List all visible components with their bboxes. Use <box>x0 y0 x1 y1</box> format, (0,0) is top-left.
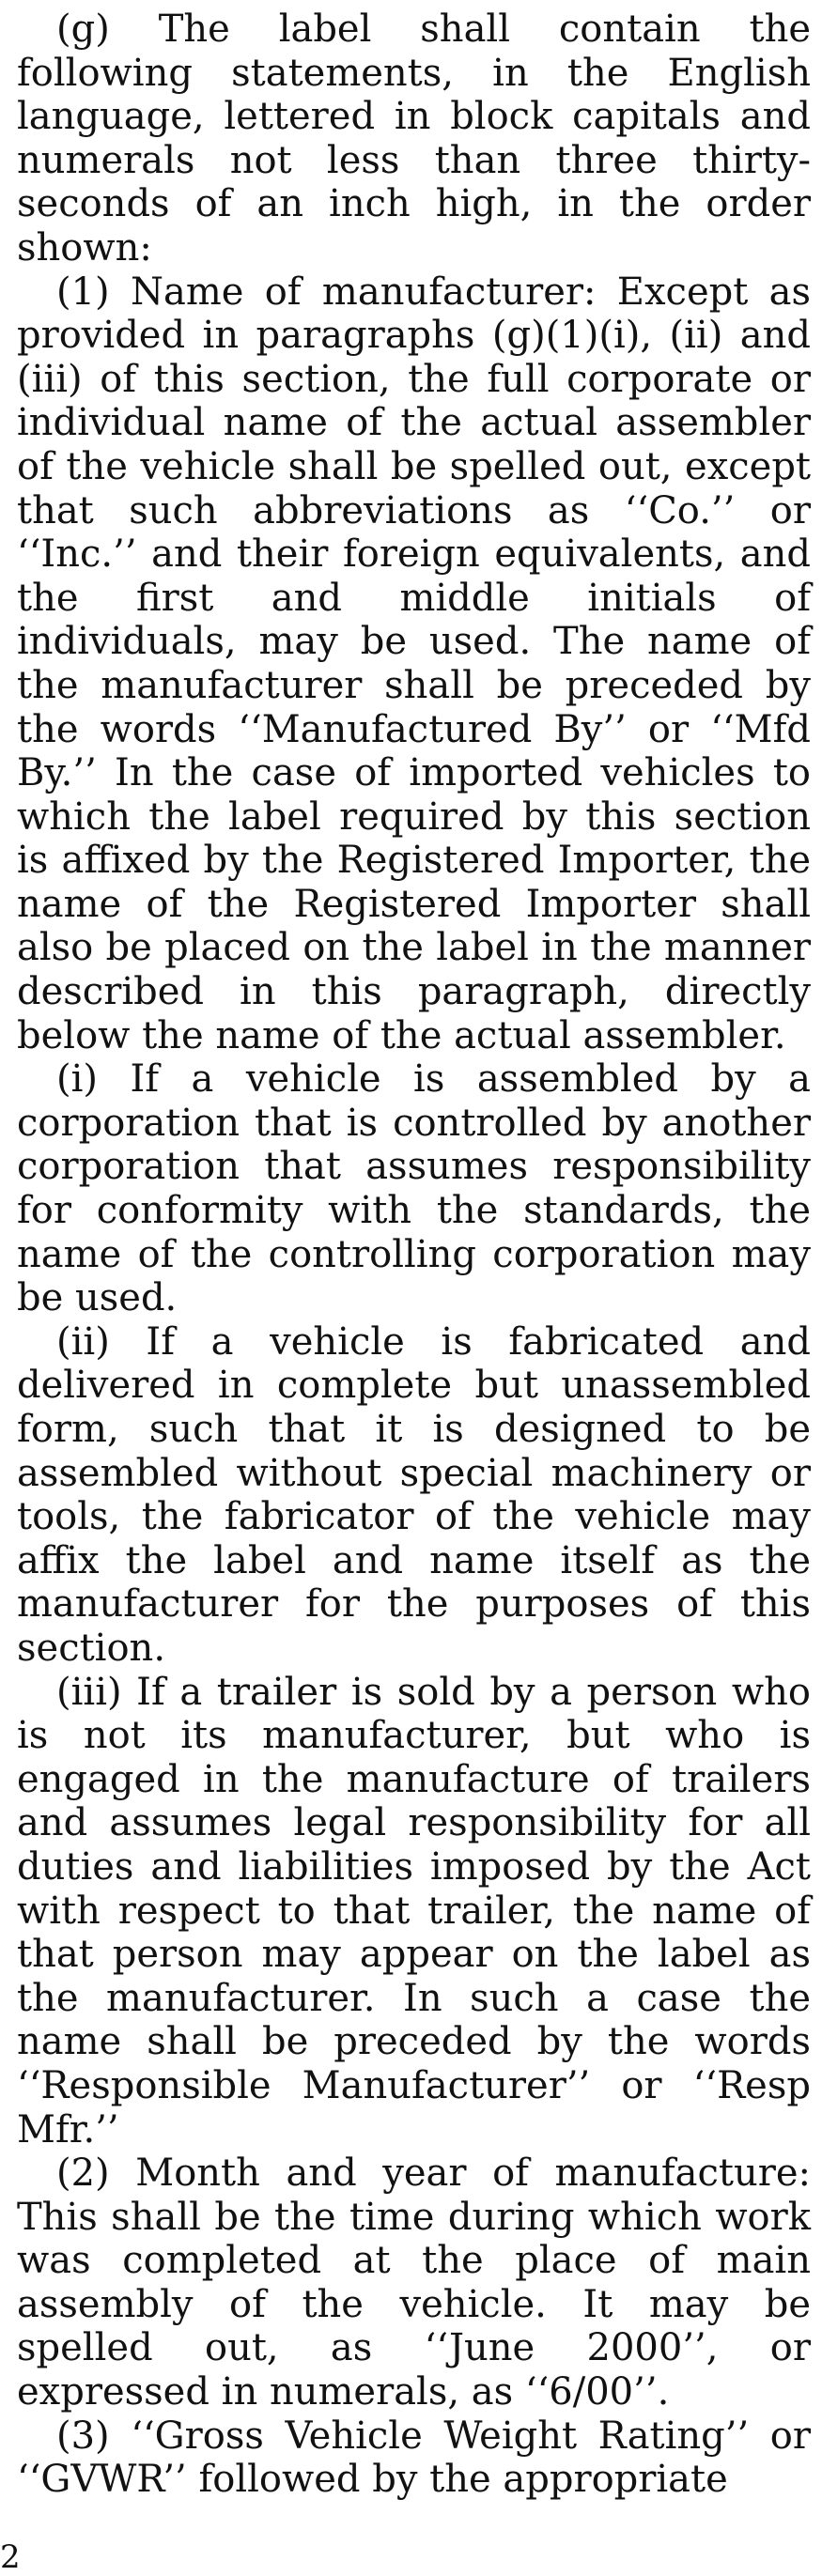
document-body <box>17 8 811 2502</box>
paragraph-g-1-i: (i) If a vehicle is assembled by a corporation that is controlled by another corporation that assumes responsibility for conformity with the standards, the name of the controlling corporation may be used. <box>17 1057 811 1320</box>
paragraph-g-3: (3) ‘‘Gross Vehicle Weight Rating’’ or ‘‘GVWR’’ followed by the appropriate <box>17 2414 811 2502</box>
paragraph-g: (g) The label shall contain the following statements, in the English language, lettered in block capitals and numerals not less than three thirty-seconds of an inch high, in the order shown: <box>17 8 811 270</box>
paragraph-g-2: (2) Month and year of manufacture: This shall be the time during which work was completed at the place of main assembly of the vehicle. It may be spelled out, as ‘‘June 2000’’, or expressed in numerals, as ‘‘6/00’’. <box>17 2152 811 2414</box>
page-number: 2 <box>0 2538 21 2576</box>
paragraph-g-1-ii: (ii) If a vehicle is fabricated and delivered in complete but unassembled form, such that it is designed to be assembled without special machinery or tools, the fabricator of the vehicle may affix the label and name itself as the manufacturer for the purposes of this section. <box>17 1319 811 1670</box>
paragraph-g-1: (1) Name of manufacturer: Except as provided in paragraphs (g)(1)(i), (ii) and (iii) of this section, the full corporate or individual name of the actual assembler of the vehicle shall be spelled out, except that such abbreviations as ‘‘Co.’’ or ‘‘Inc.’’ and their foreign equivalents, and the first and middle initials of individuals, may be used. The name of the manufacturer shall be preceded by the words ‘‘Manufactured By’’ or ‘‘Mfd By.’’ In the case of imported vehicles to which the label required by this section is affixed by the Registered Importer, the name of the Registered Importer shall also be placed on the label in the manner described in this paragraph, directly below the name of the actual assembler. <box>17 270 811 1057</box>
paragraph-g-1-iii: (iii) If a trailer is sold by a person who is not its manufacturer, but who is engaged in the manufacture of trailers and assumes legal responsibility for all duties and liabilities imposed by the Act with respect to that trailer, the name of that person may appear on the label as the manufacturer. In such a case the name shall be preceded by the words ‘‘Responsible Manufacturer’’ or ‘‘Resp Mfr.’’ <box>17 1670 811 2152</box>
